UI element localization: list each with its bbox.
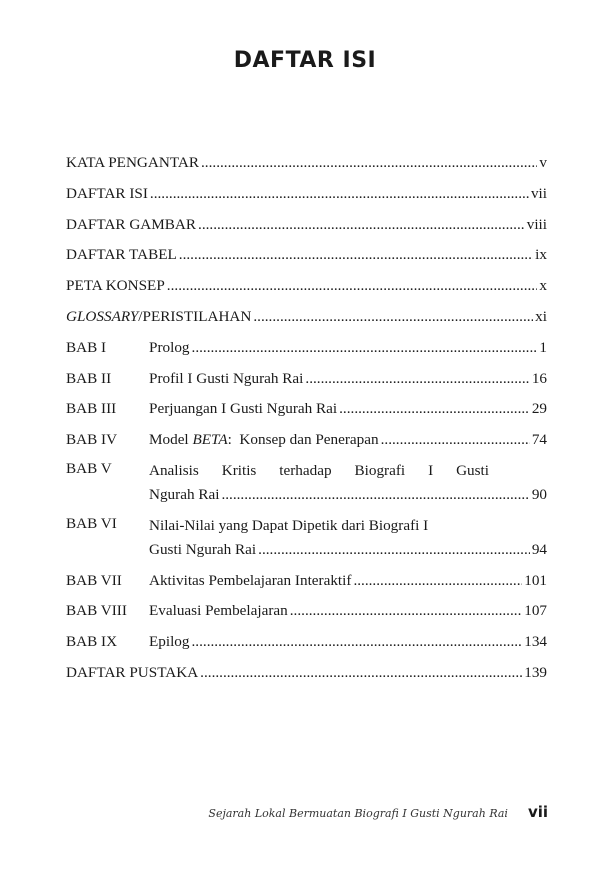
toc-entry-bab-1[interactable] [66, 337, 547, 357]
leader-dots [150, 185, 529, 203]
word: Biografi [354, 461, 406, 479]
toc-entry-bab-9[interactable] [66, 631, 547, 651]
word: I [428, 461, 434, 479]
toc-entry-bab-6[interactable] [66, 515, 547, 559]
chapter-title-pre: Model [149, 431, 193, 449]
leader-dots [179, 246, 533, 264]
toc-entry-title: PETA KONSEP [66, 277, 165, 295]
chapter-page: 29 [531, 400, 547, 418]
word: Gusti [456, 461, 489, 479]
toc-entry-bab-5[interactable] [66, 460, 547, 504]
word: Kritis [221, 461, 257, 479]
page-title: DAFTAR ISI [233, 48, 377, 73]
chapter-title-line2: Ngurah Rai [149, 485, 220, 503]
toc-entry-page: vii [530, 184, 547, 202]
chapter-title-post: : Konsep dan Penerapan [227, 431, 379, 449]
leader-dots [192, 339, 538, 357]
toc-entry-title: DAFTAR TABEL [66, 246, 177, 264]
toc-entry-peta-konsep[interactable] [66, 275, 547, 295]
chapter-label: BAB VII [66, 571, 122, 589]
toc-entry-bab-3[interactable] [66, 398, 547, 418]
chapter-title: Prolog [149, 338, 190, 356]
chapter-title-italic: BETA [192, 431, 228, 449]
leader-dots [221, 486, 529, 504]
chapter-title [149, 431, 379, 449]
toc-entry-daftar-gambar[interactable] [66, 214, 547, 234]
chapter-page: 1 [539, 338, 547, 356]
toc-entry-title [66, 308, 251, 326]
toc-entry-title: KATA PENGANTAR [66, 154, 199, 171]
running-footer-title: Sejarah Lokal Bermuatan Biografi I Gusti Ngurah Rai [208, 807, 508, 820]
toc-entry-bab-7[interactable] [66, 570, 547, 590]
toc-entry-page: xi [535, 307, 547, 325]
word: Analisis [149, 461, 199, 479]
chapter-title-line2: Gusti Ngurah Rai [149, 540, 257, 558]
toc-entry-title: DAFTAR GAMBAR [66, 215, 197, 233]
leader-dots [192, 633, 523, 651]
page-number: vii [527, 803, 548, 821]
chapter-title: Epilog [149, 633, 190, 651]
chapter-label: BAB III [66, 400, 117, 418]
leader-dots [353, 572, 522, 590]
chapter-label: BAB V [66, 459, 112, 477]
chapter-title: Perjuangan I Gusti Ngurah Rai [149, 400, 338, 418]
chapter-page: 134 [524, 633, 547, 651]
chapter-title: Evaluasi Pembelajaran [149, 602, 288, 620]
leader-dots [290, 602, 522, 620]
chapter-label: BAB VI [66, 514, 117, 532]
toc-entry-bab-4[interactable] [66, 429, 547, 449]
toc-entry-daftar-isi[interactable] [66, 183, 547, 203]
chapter-label: BAB IV [66, 431, 118, 449]
chapter-page: 101 [524, 571, 547, 589]
toc-entry-daftar-pustaka[interactable] [66, 662, 547, 682]
word: terhadap [279, 461, 332, 479]
toc-entry-bab-2[interactable] [66, 368, 547, 388]
glossary-rest: /PERISTILAHAN [138, 307, 252, 325]
chapter-title-line1 [149, 462, 489, 480]
leader-dots [167, 277, 538, 295]
chapter-title: Aktivitas Pembelajaran Interaktif [149, 571, 352, 589]
chapter-page: 94 [531, 540, 547, 558]
chapter-title-line1: Nilai-Nilai yang Dapat Dipetik dari Biografi I [149, 516, 429, 534]
chapter-page: 107 [524, 602, 547, 620]
leader-dots [258, 541, 530, 559]
chapter-label: BAB IX [66, 633, 118, 651]
toc-entry-page: v [539, 154, 547, 171]
toc-entry-bab-8[interactable] [66, 600, 547, 620]
leader-dots [381, 431, 530, 449]
toc-entry-glossary[interactable] [66, 306, 547, 326]
leader-dots [339, 400, 530, 418]
chapter-label: BAB II [66, 369, 112, 387]
leader-dots [201, 154, 537, 172]
chapter-label: BAB I [66, 338, 107, 356]
leader-dots [253, 308, 533, 326]
toc-entry-title: DAFTAR PUSTAKA [66, 663, 199, 681]
toc-entry-page: x [539, 277, 547, 295]
table-of-contents [66, 152, 547, 693]
toc-entry-page: viii [526, 215, 547, 233]
chapter-page: 16 [531, 369, 547, 387]
chapter-page: 74 [531, 431, 547, 449]
toc-entry-page: ix [535, 246, 547, 264]
chapter-title: Profil I Gusti Ngurah Rai [149, 369, 304, 387]
toc-entry-page: 139 [524, 663, 547, 681]
page-footer [208, 803, 548, 821]
leader-dots [305, 370, 529, 388]
toc-entry-daftar-tabel[interactable] [66, 244, 547, 264]
glossary-italic: GLOSSARY [66, 307, 139, 325]
chapter-label: BAB VIII [66, 602, 127, 620]
chapter-page: 90 [531, 485, 547, 503]
toc-entry-title: DAFTAR ISI [66, 184, 148, 202]
leader-dots [200, 664, 522, 682]
toc-entry-kata-pengantar[interactable] [66, 152, 547, 172]
leader-dots [198, 216, 525, 234]
